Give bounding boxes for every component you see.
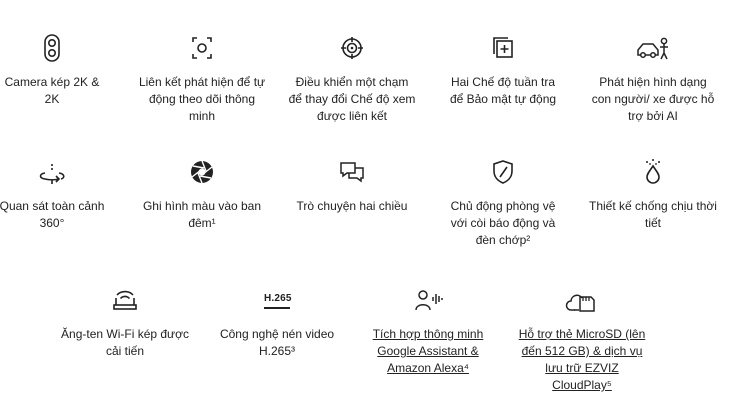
- human-vehicle-icon: [588, 34, 718, 62]
- feature-label: Quan sát toàn cảnh 360°: [0, 199, 105, 230]
- feature-label: Điều khiển một chạm để thay đổi Chế độ xem được liên kết: [288, 75, 416, 123]
- rotate-360-icon: [0, 158, 118, 186]
- feature-label: Camera kép 2K & 2K: [4, 75, 100, 106]
- feature-weatherproof: [588, 158, 718, 232]
- feature-label: Thiết kế chống chịu thời tiết: [589, 199, 717, 230]
- shield-icon: [443, 158, 563, 186]
- feature-voice-assistant: [370, 286, 486, 377]
- feature-dual-wifi: [60, 286, 190, 360]
- focus-frame-icon: [135, 34, 269, 62]
- dual-camera-icon: [0, 34, 106, 62]
- storage-link[interactable]: Hỗ trợ thẻ MicroSD (lên đến 512 GB) & dịch vụ lưu trữ EZVIZ CloudPlay⁵: [518, 327, 646, 392]
- feature-label: Hai Chế độ tuần tra để Bảo mật tự động: [449, 75, 557, 106]
- wifi-router-icon: [60, 286, 190, 314]
- feature-label: Liên kết phát hiện để tự động theo dõi thông minh: [138, 75, 266, 123]
- feature-label: Ăng-ten Wi-Fi kép được cải tiến: [61, 327, 189, 358]
- water-drop-icon: [588, 158, 718, 186]
- feature-label: Công nghệ nén video H.265³: [219, 327, 335, 358]
- patrol-mode-icon: [443, 34, 563, 62]
- feature-dual-camera: [0, 34, 106, 108]
- crosshair-target-icon: [288, 34, 416, 62]
- h265-icon-text: H.265: [264, 293, 292, 304]
- feature-label: Chủ động phòng vệ với còi báo động và đèn chớp²: [450, 199, 556, 247]
- voice-assistant-icon: [370, 286, 486, 314]
- h265-icon: [214, 286, 340, 314]
- feature-ai-detection: [588, 34, 718, 125]
- feature-h265: [214, 286, 340, 360]
- feature-two-way-talk: [290, 158, 414, 215]
- aperture-icon: [141, 158, 263, 186]
- feature-color-night: [141, 158, 263, 232]
- feature-label: Phát hiện hình dạng con người/ xe được hỗ trợ bởi AI: [591, 75, 715, 123]
- feature-patrol-modes: [443, 34, 563, 108]
- feature-active-defense: [443, 158, 563, 249]
- feature-storage: [515, 286, 649, 394]
- feature-one-touch-view: [288, 34, 416, 125]
- feature-label: Ghi hình màu vào ban đêm¹: [142, 199, 262, 230]
- voice-assistant-link[interactable]: Tích hợp thông minh Google Assistant & Amazon Alexa⁴: [372, 327, 484, 375]
- cloud-sd-icon: [515, 286, 649, 314]
- feature-panoramic-360: [0, 158, 118, 232]
- feature-auto-tracking: [135, 34, 269, 125]
- feature-label: Trò chuyện hai chiều: [296, 199, 408, 213]
- chat-bubbles-icon: [290, 158, 414, 186]
